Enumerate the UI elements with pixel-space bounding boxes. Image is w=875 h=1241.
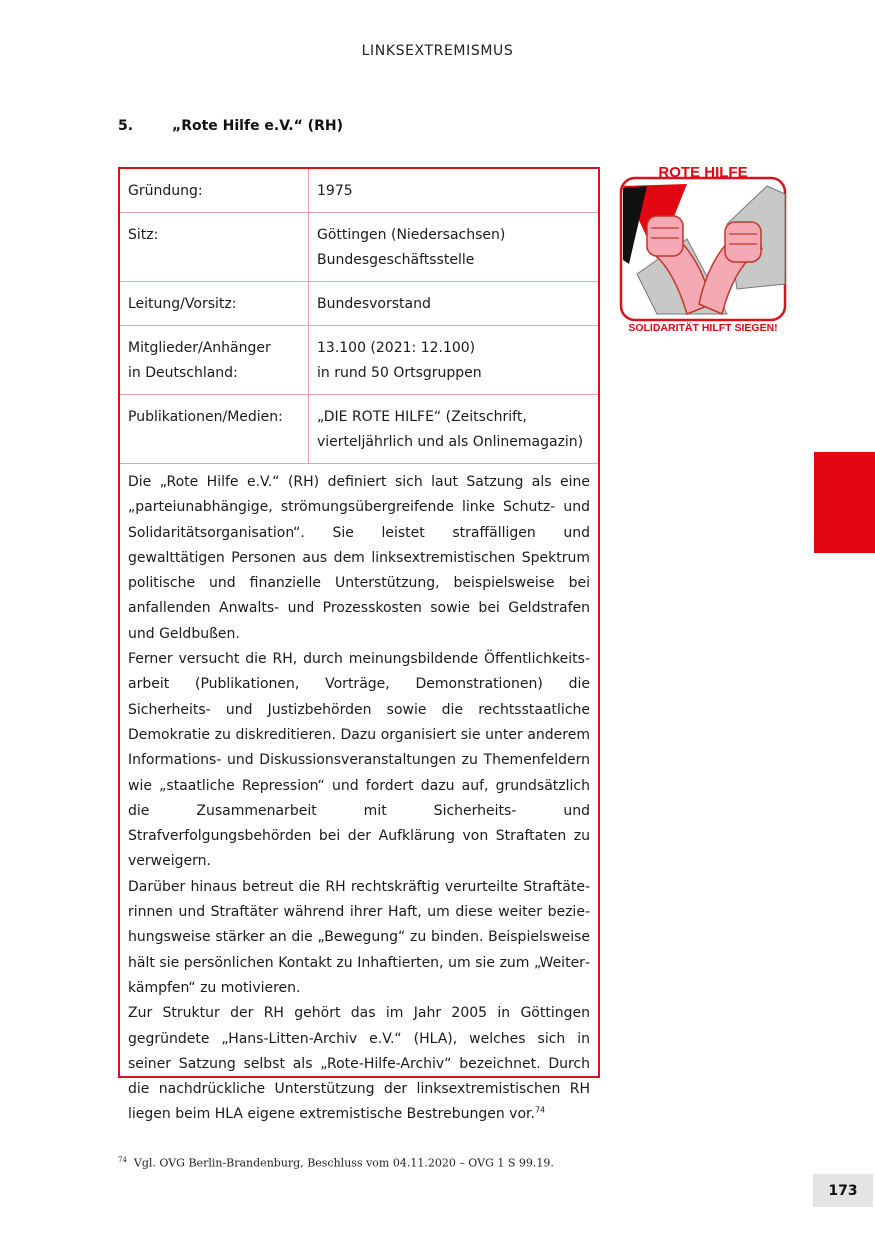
fact-row-leadership <box>120 282 598 326</box>
fact-label-line: Mitglieder/Anhänger <box>128 340 271 356</box>
footnote <box>118 1156 554 1170</box>
fact-value-line: in rund 50 Ortsgruppen <box>317 365 482 381</box>
section-number: 5. <box>118 118 134 134</box>
fact-label: Publikationen/Medien: <box>120 395 309 464</box>
fact-label: Gründung: <box>120 169 309 213</box>
fact-value-line: Bundesgeschäftsstelle <box>317 252 475 268</box>
paragraph-text: Zur Struktur der RH gehört das im Jahr 2005 in Göttingen gegründete „Hans-Litten-Archiv e.V.“ (HLA), welches sich in seiner Satzung selbst als „Rote-Hilfe-Archiv“ bezeichnet. Durch die nachdrückliche Unterstützung der linksextremistischen RH liegen beim HLA eigene extremistische Bestrebungen vor. <box>128 1005 590 1123</box>
paragraph: Darüber hinaus betreut die RH rechtskräftig verurteilte Straftäterinnen und Straftäter während ihrer Haft, um diese weiter beziehungsweise stärker an die „Bewegung“ zu binden. Beispielsweise hält sie persönlichen Kontakt zu Inhaftierten, um sie zum „Weiterkämpfen“ zu motivieren. <box>128 878 590 996</box>
fact-box <box>118 167 600 1123</box>
footnote-mark: 74 <box>118 1156 127 1164</box>
fact-value: 1975 <box>309 169 599 213</box>
logo-bottom-text: SOLIDARITÄT HILFT SIEGEN! <box>628 322 778 334</box>
fact-value-line: 13.100 (2021: 12.100) <box>317 340 476 356</box>
paragraph: Ferner versucht die RH, durch meinungsbildende Öffentlichkeitsarbeit (Publikationen, Vorträge, Demonstrationen) die Sicherheits- und Justizbehörden sowie die rechtsstaatliche Demokratie zu diskreditieren. Dazu organisiert sie unter anderem Informations- und Diskussionsveranstaltungen zu Themenfeldern wie „staatliche Repression“ und fordert dazu auf, grundsätzlich die Zusammenarbeit mit Sicherheits- und Strafverfolgungsbehörden bei der Aufklärung von Straftaten zu verweigern. <box>128 651 590 870</box>
fact-value <box>309 326 599 395</box>
fact-value <box>309 395 599 464</box>
paragraph: Die „Rote Hilfe e.V.“ (RH) definiert sich laut Satzung als eine „parteiunabhängige, strömungsübergreifende linke Schutz- und Solidaritätsorganisation“. Sie leistet straffälligen und gewalttätigen Personen aus dem linksextremistischen Spektrum politische und finanzielle Unterstützung, beispielsweise bei anfallenden Anwalts- und Prozesskosten sowie bei Geldstrafen und Geldbußen. <box>128 474 590 642</box>
fact-label-line: in Deutschland: <box>128 365 238 381</box>
fact-label <box>120 326 309 395</box>
fact-value: Bundesvorstand <box>309 282 599 326</box>
fact-table <box>120 169 598 464</box>
fact-value-line: vierteljährlich und als Onlinemagazin) <box>317 434 584 450</box>
section-heading <box>118 118 343 134</box>
fact-row-seat <box>120 213 598 282</box>
fact-value <box>309 213 599 282</box>
chapter-tab-marker <box>814 452 875 553</box>
fact-label: Sitz: <box>120 213 309 282</box>
fact-row-founding <box>120 169 598 213</box>
fact-value-line: Göttingen (Niedersachsen) <box>317 227 506 243</box>
fact-value-line: „DIE ROTE HILFE“ (Zeitschrift, <box>317 409 527 425</box>
fact-row-publications <box>120 395 598 464</box>
clasped-hands-logo-icon <box>617 164 789 334</box>
fact-label: Leitung/Vorsitz: <box>120 282 309 326</box>
description-text <box>120 464 598 1128</box>
rote-hilfe-logo <box>617 164 789 334</box>
running-header: LINKSEXTREMISMUS <box>361 43 514 59</box>
page-number: 173 <box>813 1174 873 1207</box>
footnote-text: Vgl. OVG Berlin-Brandenburg, Beschluss vom 04.11.2020 – OVG 1 S 99.19. <box>133 1156 554 1170</box>
section-title: „Rote Hilfe e.V.“ (RH) <box>172 118 343 134</box>
logo-top-text: ROTE HILFE <box>658 164 748 181</box>
fact-row-members <box>120 326 598 395</box>
footnote-reference: 74 <box>534 1105 546 1115</box>
paragraph <box>128 1001 590 1127</box>
